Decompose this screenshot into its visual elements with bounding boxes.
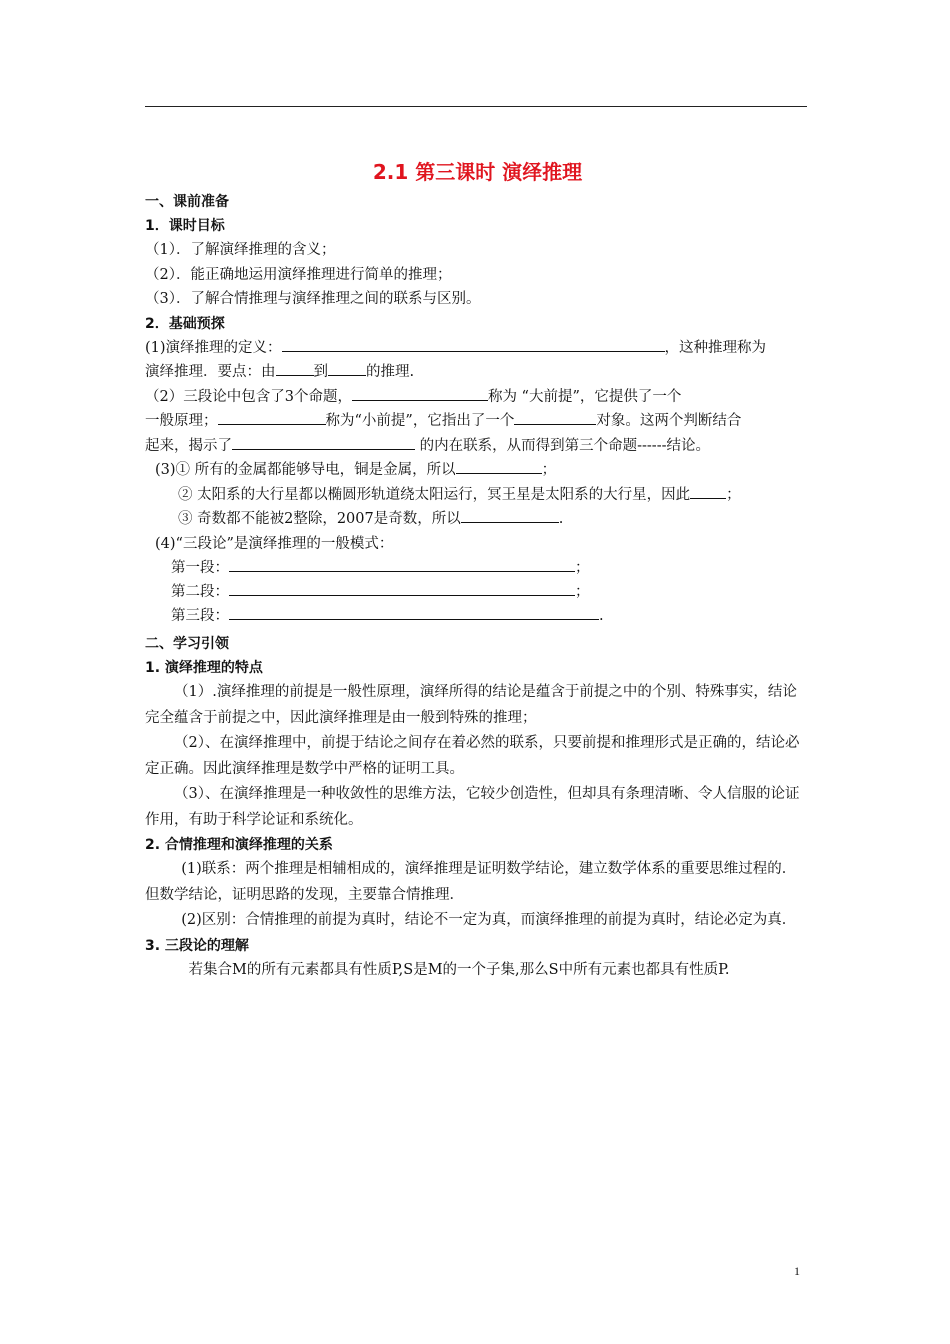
- paragraph: （1）.演绎推理的前提是一般性原理，演绎所得的结论是蕴含于前提之中的个别、特殊事实，结论完全蕴含于前提之中，因此演绎推理是由一般到特殊的推理；: [145, 684, 797, 726]
- goal-item: （2）．能正确地运用演绎推理进行简单的推理；: [145, 266, 452, 283]
- blank-segment-2[interactable]: [229, 581, 575, 596]
- blank-segment-3[interactable]: [229, 605, 599, 620]
- question-1: (1)演绎推理的定义： ，这种推理称为 演绎推理．要点：由 到 的推理.: [145, 336, 810, 385]
- subheading-relation: 2. 合情推理和演绎推理的关系: [145, 837, 333, 853]
- paragraph: （2）、在演绎推理中，前提于结论之间存在着必然的联系，只要前提和推理形式是正确的，结论必定正确。因此演绎推理是数学中严格的证明工具。: [145, 735, 800, 777]
- question-2: （2）三段论中包含了3个命题， 称为 “大前提”，它提供了一个 一般原理； 称为“小前提”，它指出了一个 对象。这两个判断结合 起来，揭示了 的内在联系，从而得到第三个命题------结论。: [145, 385, 810, 459]
- question-3-item-1: (3)① 所有的金属都能够导电，铜是金属，所以 ；: [145, 458, 810, 483]
- paragraph: （3）、在演绎推理是一种收敛性的思维方法，它较少创造性，但却具有条理清晰、令人信服的论证作用，有助于科学论证和系统化。: [145, 786, 800, 828]
- blank-conclusion-2[interactable]: [690, 484, 726, 499]
- header-rule: [145, 106, 807, 107]
- blank-from[interactable]: [276, 361, 314, 376]
- blank-segment-1[interactable]: [229, 557, 575, 572]
- blank-definition[interactable]: [282, 337, 665, 352]
- subheading-features: 1. 演绎推理的特点: [145, 660, 263, 676]
- question-3-item-3: ③ 奇数都不能被2整除，2007是奇数，所以 .: [145, 507, 810, 532]
- subheading-preview: 2．基础预探: [145, 315, 225, 332]
- goal-item: （3）．了解合情推理与演绎推理之间的联系与区别。: [145, 291, 481, 307]
- subheading-syllogism: 3. 三段论的理解: [145, 937, 249, 954]
- paragraph: 若集合M的所有元素都具有性质P,S是M的一个子集,那么S中所有元素也都具有性质P.: [188, 961, 730, 978]
- segment-2-row: 第二段： ；: [145, 580, 810, 604]
- segment-3-row: 第三段： .: [145, 604, 810, 628]
- section-heading-2: 二、学习引领: [145, 636, 229, 652]
- blank-major-premise[interactable]: [352, 386, 488, 401]
- blank-conclusion-3[interactable]: [461, 508, 559, 523]
- page-number: 1: [794, 1264, 800, 1278]
- blank-minor-premise[interactable]: [218, 410, 326, 425]
- blank-object[interactable]: [514, 410, 596, 425]
- question-3-item-2: ② 太阳系的大行星都以椭圆形轨道绕太阳运行，冥王星是太阳系的大行星，因此 ；: [145, 483, 810, 508]
- blank-connection[interactable]: [232, 435, 415, 450]
- segment-1-row: 第一段： ；: [145, 556, 810, 580]
- blank-to[interactable]: [328, 361, 366, 376]
- subheading-goals: 1．课时目标: [145, 218, 225, 234]
- paragraph: (1)联系：两个推理是相辅相成的，演绎推理是证明数学结论，建立数学体系的重要思维过程的．但数学结论，证明思路的发现，主要靠合情推理．: [145, 861, 797, 903]
- question-4: (4)“三段论”是演绎推理的一般模式：: [155, 535, 394, 552]
- blank-conclusion-1[interactable]: [456, 459, 542, 474]
- section-heading-1: 一、课前准备: [145, 194, 229, 210]
- document-body: [145, 156, 810, 983]
- goal-item: （1）．了解演绎推理的含义；: [145, 242, 336, 258]
- paragraph: (2)区别：合情推理的前提为真时，结论不一定为真，而演绎推理的前提为真时，结论必定为真．: [181, 912, 797, 928]
- page-title: 2.1 第三课时 演绎推理: [372, 160, 583, 184]
